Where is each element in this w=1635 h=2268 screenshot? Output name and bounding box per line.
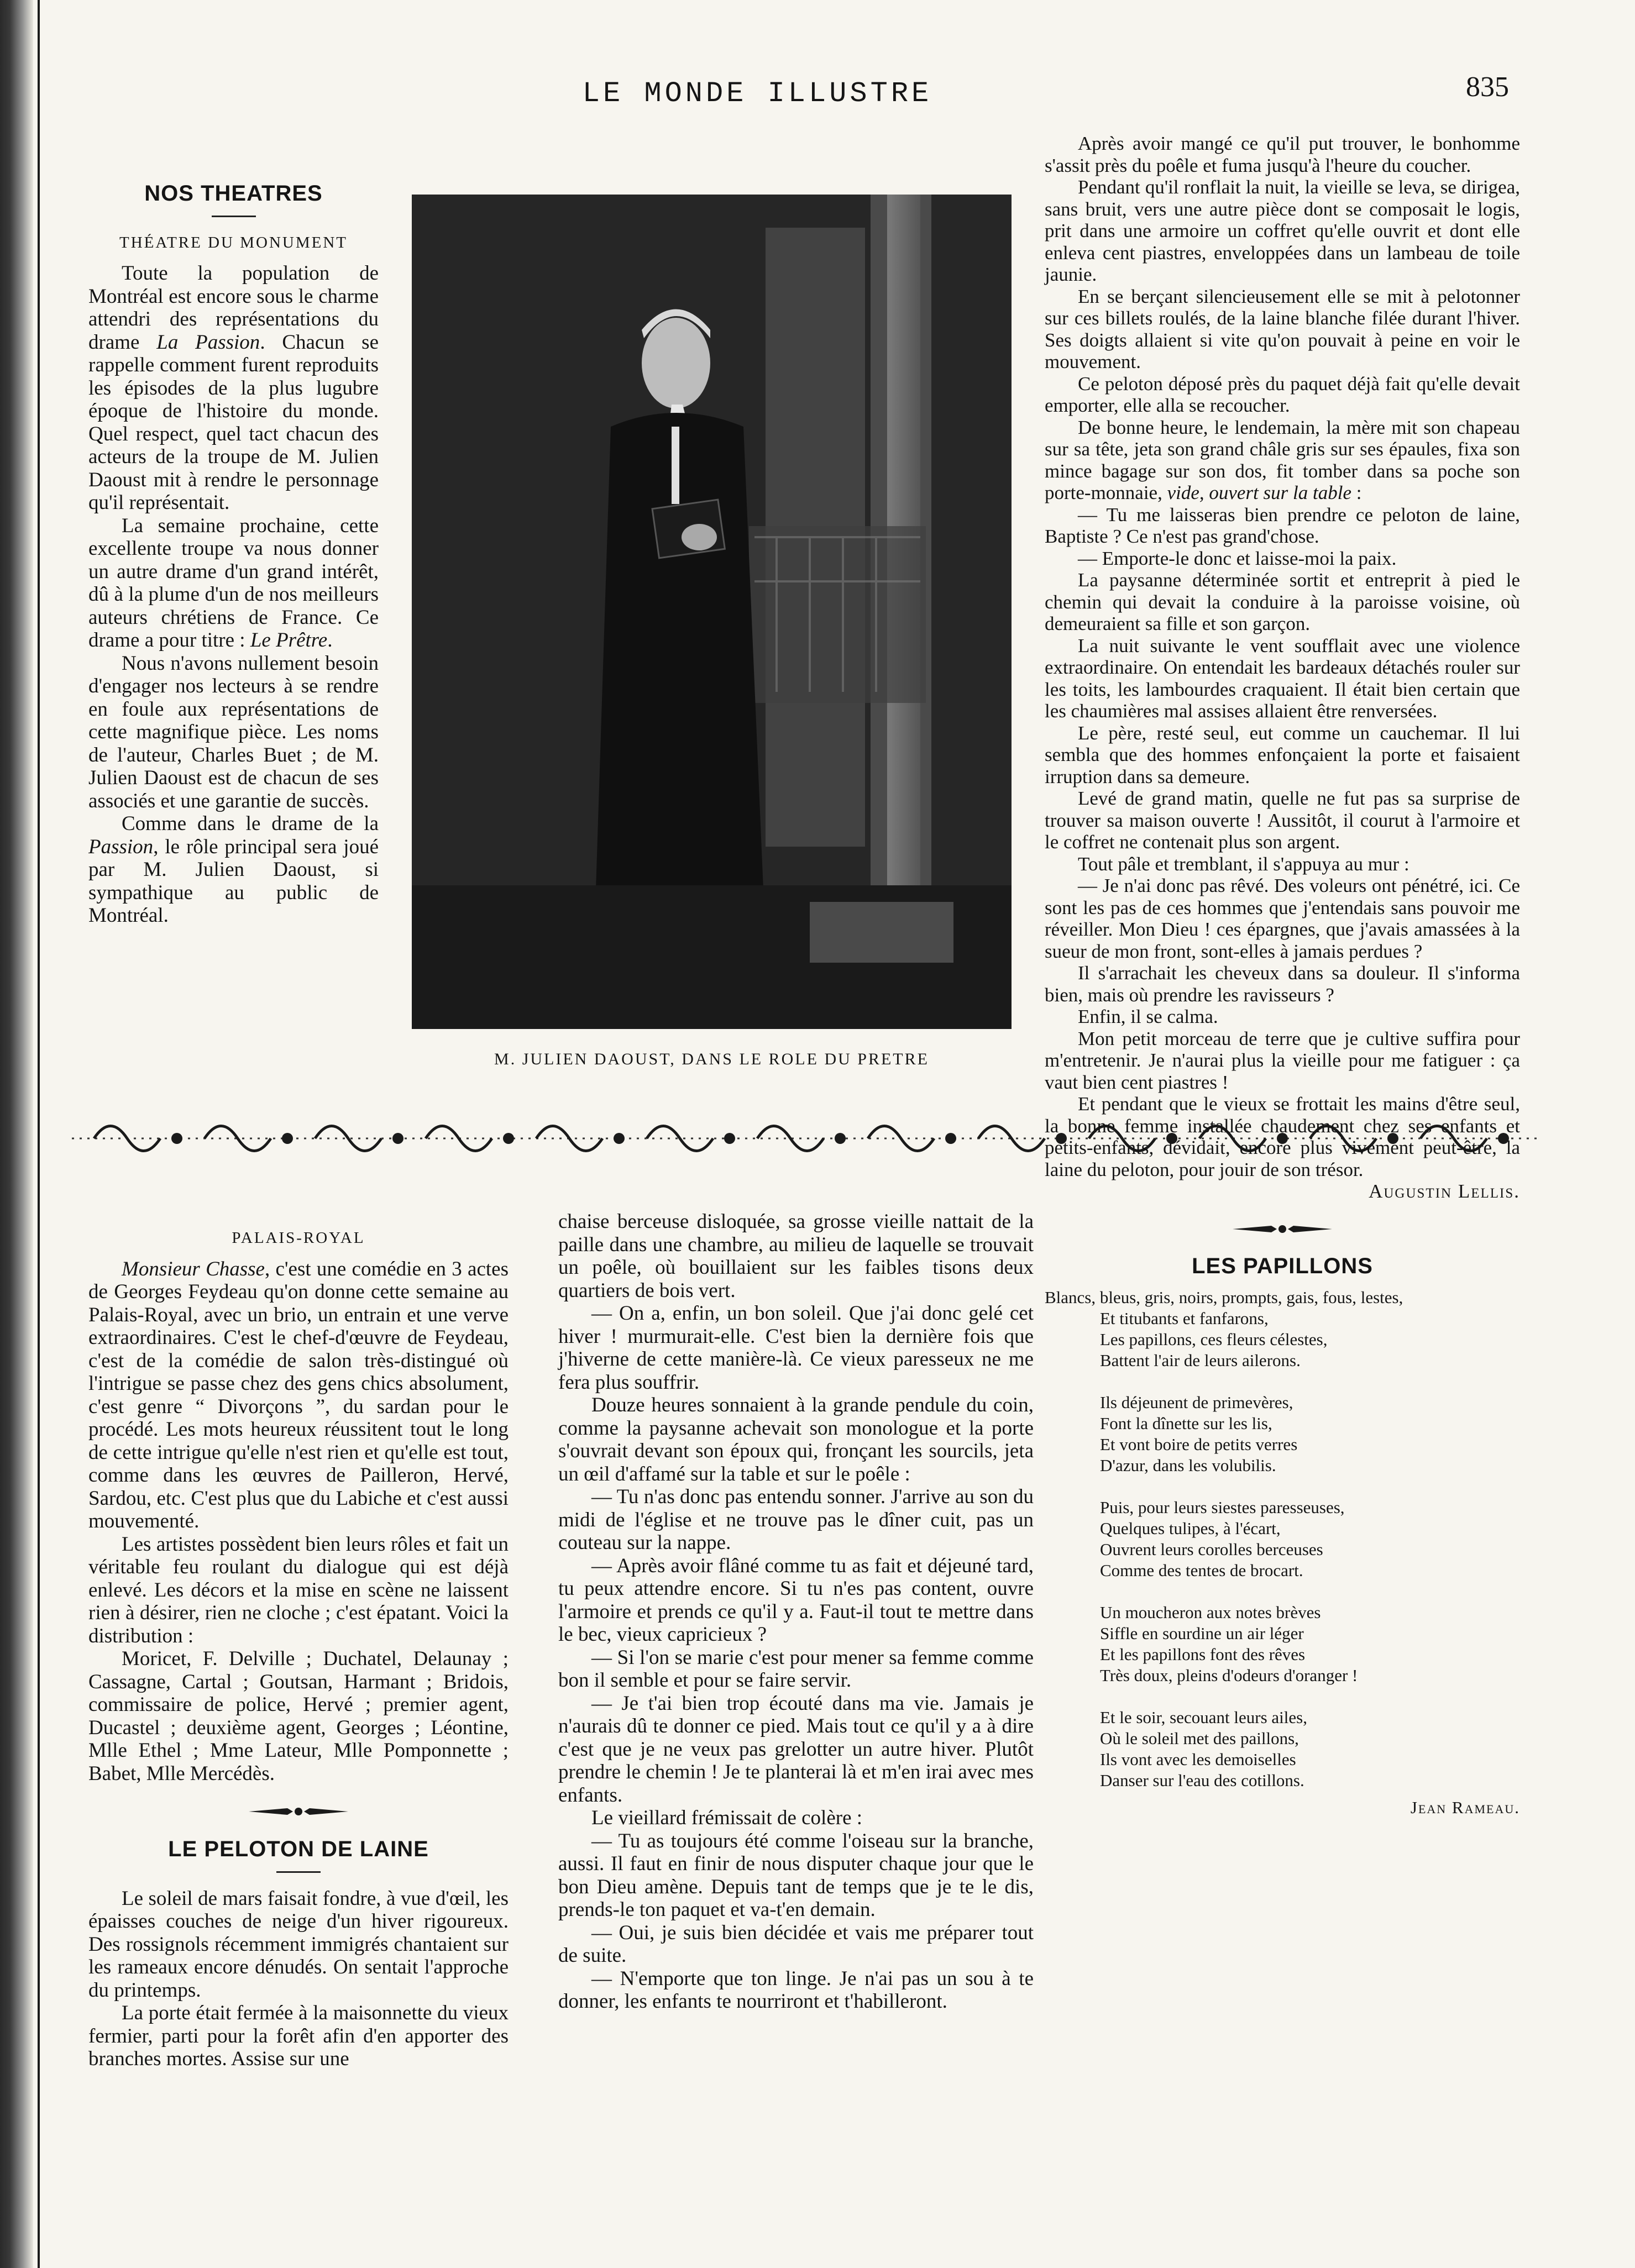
paragraph: Enfin, il se calma. bbox=[1078, 1006, 1218, 1027]
paragraph: Les artistes possèdent bien leurs rôles et fait un véritable feu roulant du dialogue qui est déjà enlevé. Les décors et la mise en scène ne laissent rien à désirer, rien ne cloche ; c'est épatant. Voici la distribution : bbox=[88, 1532, 509, 1647]
peloton-title: LE PELOTON DE LAINE bbox=[168, 1837, 429, 1861]
paragraph: Et pendant que le vieux se frottait les mains d'être seul, la bonne femme installée chaudement chez ses enfants et petits-enfants, dévidait, encore plus vivement peut-être, la laine du peloton, pour jouir de son trésor. bbox=[1045, 1093, 1520, 1180]
paragraph: Tout pâle et tremblant, il s'appuya au mur : bbox=[1078, 853, 1409, 875]
stanza bbox=[1045, 1287, 1520, 1371]
paragraph: — Je n'ai donc pas rêvé. Des voleurs ont pénétré, ici. Ce sont les pas de ces hommes que j'entendais sans pouvoir me réveiller. Mon Dieu ! ces épargnes, que j'avais amassées à la sueur de mon front, sont-elles à jamais perdues ? bbox=[1045, 875, 1520, 962]
nos-theatres-column bbox=[88, 182, 379, 927]
peloton-column-3 bbox=[1045, 133, 1520, 1819]
section-separator bbox=[243, 1805, 354, 1818]
verse-line: Quelques tulipes, à l'écart, bbox=[1100, 1519, 1281, 1538]
paragraph: — Oui, je suis bien décidée et vais me préparer tout de suite. bbox=[558, 1921, 1034, 1967]
binding-rule bbox=[38, 0, 40, 2268]
verse-line: Font la dînette sur les lis, bbox=[1100, 1414, 1272, 1433]
verse-line: Où le soleil met des paillons, bbox=[1100, 1729, 1299, 1748]
stanza bbox=[1045, 1602, 1520, 1686]
paragraph: Moricet, F. Delville ; Duchatel, Delaunay ; Cassagne, Cartal ; Goutsan, Harmant ; Bridois, commissaire de police, Hervé ; premier agent, Ducastel ; deuxième agent, Georges ; Léontine, Mlle Ethel ; Mme Lateur, Mlle Pomponnette ; Babet, Mlle Mercédès. bbox=[88, 1647, 509, 1785]
verse-line: Ils déjeunent de primevères, bbox=[1100, 1393, 1293, 1412]
paragraph: Douze heures sonnaient à la grande pendule du coin, comme la paysanne achevait son monologue et la porte s'ouvrait devant son époux qui, fronçant les sourcils, jeta un œil d'affamé sur la table et sur le poêle : bbox=[558, 1394, 1034, 1485]
priest-portrait-illustration bbox=[412, 195, 1012, 1029]
paragraph: — Emporte-le donc et laisse-moi la paix. bbox=[1078, 547, 1397, 569]
binding-edge bbox=[0, 0, 33, 2268]
verse-line: Puis, pour leurs siestes paresseuses, bbox=[1100, 1498, 1345, 1517]
paragraph: Levé de grand matin, quelle ne fut pas sa surprise de trouver sa maison ouverte ! Aussitôt, il courut à l'armoire et le coffret ne contenait plus son argent. bbox=[1045, 788, 1520, 853]
paragraph: Après avoir mangé ce qu'il put trouver, le bonhomme s'assit près du poêle et fuma jusqu'à l'heure du coucher. bbox=[1045, 133, 1520, 176]
page-number: 835 bbox=[1466, 71, 1509, 103]
verse-line: Et vont boire de petits verres bbox=[1100, 1435, 1298, 1454]
paragraph: — Si l'on se marie c'est pour mener sa femme comme bon il semble et pour se faire servir. bbox=[558, 1646, 1034, 1692]
paragraph: — N'emporte que ton linge. Je n'ai pas un sou à te donner, les enfants te nourriront et t'habilleront. bbox=[558, 1967, 1034, 2013]
palais-royal-column bbox=[88, 1227, 509, 2071]
peloton-column-2 bbox=[558, 1210, 1034, 2013]
paragraph: Nous n'avons nullement besoin d'engager nos lecteurs à se rendre en foule aux représentations de cette magnifique pièce. Les noms de l'auteur, Charles Buet ; de M. Julien Daoust est de chacun de ses associés et une garantie de succès. bbox=[88, 652, 379, 812]
stanza bbox=[1045, 1497, 1520, 1581]
papillons-title: LES PAPILLONS bbox=[1192, 1253, 1373, 1278]
verse-line: Très doux, pleins d'odeurs d'oranger ! bbox=[1100, 1666, 1358, 1685]
verse-line: Et le soir, secouant leurs ailes, bbox=[1100, 1708, 1307, 1727]
palais-royal-subhead: PALAIS-ROYAL bbox=[232, 1229, 365, 1247]
verse-line: Un moucheron aux notes brèves bbox=[1100, 1603, 1321, 1622]
title-rule bbox=[276, 1871, 321, 1873]
verse-line: Comme des tentes de brocart. bbox=[1100, 1561, 1303, 1580]
running-title: LE MONDE ILLUSTRE bbox=[582, 77, 932, 110]
verse-line: Les papillons, ces fleurs célestes, bbox=[1100, 1330, 1328, 1349]
paragraph: La semaine prochaine, cette excellente troupe va nous donner un autre drame d'un grand intérêt, dû à la plume d'un de nos meilleurs auteurs chrétiens de France. Ce drame a pour titre : Le Prêtre. bbox=[88, 514, 379, 652]
paragraph: — Je t'ai bien trop écouté dans ma vie. Jamais je n'aurais dû te donner ce pied. Mais tout ce qu'il y a à dire c'est que je ne veux pas grelotter un autre hiver. Plutôt prendre le chemin ! Je te planterai là et m'en irai avec mes enfants. bbox=[558, 1692, 1034, 1807]
paragraph: En se berçant silencieusement elle se mit à pelotonner sur ces billets roulés, de la laine blanche filée durant l'hiver. Ses doigts allaient si vite qu'on pouvait à peine en voir le mouvement. bbox=[1045, 285, 1520, 372]
verse-line: Ouvrent leurs corolles berceuses bbox=[1100, 1540, 1323, 1559]
stanza bbox=[1045, 1392, 1520, 1476]
portrait-photo bbox=[412, 195, 1012, 1029]
paragraph: La nuit suivante le vent soufflait avec une violence extraordinaire. On entendait les bardeaux détachés rouler sur les toits, les lambourdes craquaient. Il était bien certain que les chaumières mal assises allaient être renversées. bbox=[1045, 634, 1520, 722]
paragraph: — Tu me laisseras bien prendre ce peloton de laine, Baptiste ? Ce n'est pas grand'chose. bbox=[1045, 503, 1520, 547]
papillons-poem bbox=[1045, 1287, 1520, 1791]
paragraph: Le père, resté seul, eut comme un cauchemar. Il lui sembla que des hommes enfonçaient la porte et faisaient irruption dans sa demeure. bbox=[1045, 722, 1520, 788]
verse-line: Et les papillons font des rêves bbox=[1100, 1645, 1306, 1664]
verse-line: Blancs, bleus, gris, noirs, prompts, gais, fous, lestes, bbox=[1045, 1288, 1403, 1307]
verse-line: Et titubants et fanfarons, bbox=[1100, 1309, 1269, 1328]
verse-line: Battent l'air de leurs ailerons. bbox=[1100, 1351, 1301, 1370]
paragraph: De bonne heure, le lendemain, la mère mit son chapeau sur sa tête, jeta son grand châle gris sur ses épaules, fixa son mince bagage sur son dos, fit tomber dans sa poche son porte-monnaie, vide, ouvert sur la table : bbox=[1045, 416, 1520, 503]
paragraph: Monsieur Chasse, c'est une comédie en 3 actes de Georges Feydeau qu'on donne cette semaine au Palais-Royal, avec un brio, un entrain et une verve extraordinaires. C'est le chef-d'œuvre de Feydeau, c'est de la comédie de salon très-distingué où l'intrigue se passe chez des gens chics absolument, c'est genre “ Divorçons ”, du sardan pour le procédé. Les mots heureux réussitent tout le long de cette intrigue qu'elle n'est rien et qu'elle est tout, comme dans les œuvres de Pailleron, Hervé, Sardou, etc. C'est plus que du Labiche et c'est aussi mouvementé. bbox=[88, 1257, 509, 1532]
paragraph: Mon petit morceau de terre que je cultive suffira pour m'entretenir. Je n'aurai plus la vieille pour me fatiguer : ça vaut bien cent piastres ! bbox=[1045, 1027, 1520, 1093]
paragraph: Ce peloton déposé près du paquet déjà fait qu'elle devait emporter, elle alla se recoucher. bbox=[1045, 372, 1520, 416]
paragraph: Toute la population de Montréal est encore sous le charme attendri des représentations du drame La Passion. Chacun se rappelle comment furent reproduits les épisodes de la plus lugubre époque de l'histoire du monde. Quel respect, quel tact chacun des acteurs de la troupe de M. Julien Daoust mit à rendre le personnage qu'il représentait. bbox=[88, 262, 379, 514]
paragraph: — Tu as toujours été comme l'oiseau sur la branche, aussi. Il faut en finir de nous disputer chaque jour que le bon Dieu amène. Depuis tant de temps que je te le dis, prends-le ton paquet et va-t'en demain. bbox=[558, 1829, 1034, 1921]
stanza bbox=[1045, 1707, 1520, 1791]
verse-line: Danser sur l'eau des cotillons. bbox=[1100, 1771, 1304, 1790]
paragraph: chaise berceuse disloquée, sa grosse vieille nattait de la paille dans une chambre, au milieu de laquelle se trouvait un poêle, où bouillaient sur les faibles tisons deux quartiers de bois vert. bbox=[558, 1210, 1034, 1302]
paragraph: — Tu n'as donc pas entendu sonner. J'arrive au son du midi de l'église et ne trouve pas le dîner cuit, pas un couteau sur la nappe. bbox=[558, 1485, 1034, 1554]
nos-theatres-title: NOS THEATRES bbox=[144, 181, 323, 206]
paragraph: Comme dans le drame de la Passion, le rôle principal sera joué par M. Julien Daoust, si sympathique au public de Montréal. bbox=[88, 812, 379, 927]
paragraph: Le soleil de mars faisait fondre, à vue d'œil, les épaisses couches de neige d'un hiver rigoureux. Des rossignols récemment immigrés chantaient sur les rameaux encore dénudés. On sentait l'approche du printemps. bbox=[88, 1887, 509, 2002]
verse-line: D'azur, dans les volubilis. bbox=[1100, 1456, 1276, 1475]
paragraph: Pendant qu'il ronflait la nuit, la vieille se leva, se dirigea, sans bruit, vers une autre pièce dont se composait le logis, prit dans une armoire un coffret qu'elle ouvrit et dont elle enleva cent piastres, enveloppées dans un lambeau de toile jaunie. bbox=[1045, 176, 1520, 285]
paragraph: — Après avoir flâné comme tu as fait et déjeuné tard, tu peux attendre encore. Si tu n'es pas content, ouvre l'armoire et prends ce qu'il y a. Faut-il tout te mettre dans le bec, vieux capricieux ? bbox=[558, 1554, 1034, 1646]
verse-line: Siffle en sourdine un air léger bbox=[1100, 1624, 1304, 1643]
theatre-monument-subhead: THÉATRE DU MONUMENT bbox=[119, 233, 348, 251]
verse-line: Ils vont avec les demoiselles bbox=[1100, 1750, 1296, 1769]
paragraph: Le vieillard frémissait de colère : bbox=[591, 1807, 863, 1829]
author-signature: Jean Rameau. bbox=[1410, 1798, 1520, 1817]
author-signature: Augustin Lellis. bbox=[1369, 1180, 1520, 1202]
paragraph: — On a, enfin, un bon soleil. Que j'ai donc gelé cet hiver ! murmurait-elle. C'est bien la dernière fois que j'hiverne de cette manière-là. Ce vieux paresseux ne me fera plus souffrir. bbox=[558, 1302, 1034, 1394]
paragraph: Il s'arrachait les cheveux dans sa douleur. Il s'informa bien, mais où prendre les ravisseurs ? bbox=[1045, 962, 1520, 1006]
title-rule bbox=[212, 216, 256, 217]
paragraph: La porte était fermée à la maisonnette du vieux fermier, parti pour la forêt afin d'en apporter des branches mortes. Assise sur une bbox=[88, 2002, 509, 2070]
photo-caption: M. JULIEN DAOUST, DANS LE ROLE DU PRETRE bbox=[494, 1050, 929, 1068]
section-separator bbox=[1227, 1222, 1338, 1236]
paragraph: La paysanne déterminée sortit et entreprit à pied le chemin qui devait la conduire à la paroisse voisine, où demeuraient sa fille et son garçon. bbox=[1045, 569, 1520, 634]
